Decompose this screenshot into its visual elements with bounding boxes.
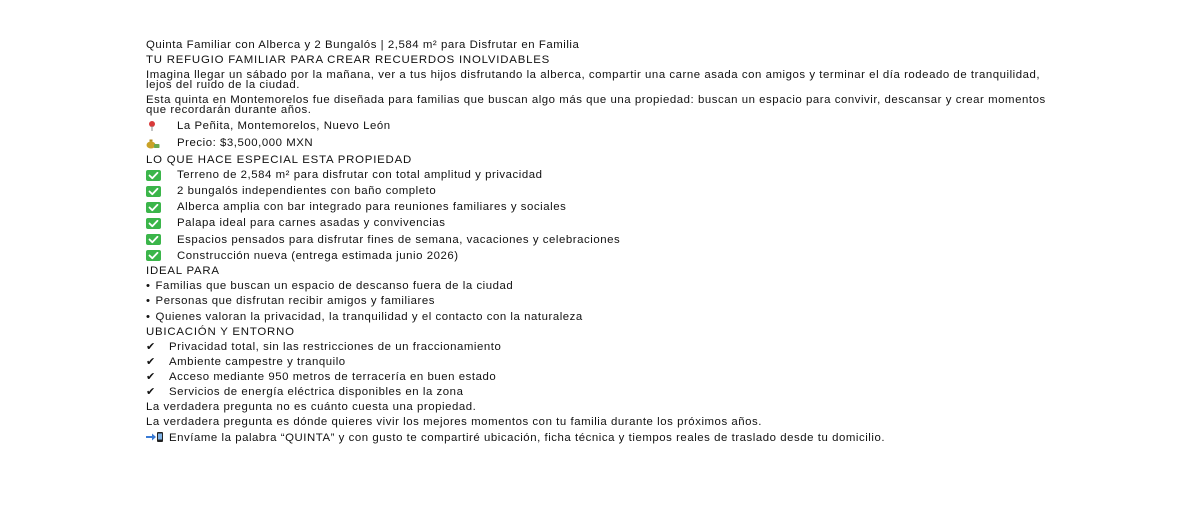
check-box-icon — [146, 250, 162, 261]
feature-item — [146, 234, 1051, 245]
price-row — [146, 137, 1051, 149]
bullet-icon: • — [146, 310, 151, 323]
feature-text: 2 bungalós independientes con baño completo — [177, 185, 437, 198]
feature-text: Construcción nueva (entrega estimada junio 2026) — [177, 249, 459, 262]
check-box-icon — [146, 186, 162, 197]
pin-icon — [146, 120, 162, 132]
feature-item — [146, 170, 1051, 181]
call-to-action-text: Envíame la palabra “QUINTA” y con gusto te compartiré ubicación, ficha técnica y tiempos reales de traslado desde tu domicilio. — [169, 432, 886, 445]
surroundings-text: Ambiente campestre y tranquilo — [169, 355, 346, 368]
listing-subtitle: TU REFUGIO FAMILIAR PARA CREAR RECUERDOS INOLVIDABLES — [146, 54, 551, 67]
bullet-icon: • — [146, 280, 151, 293]
location-row — [146, 120, 1051, 132]
surroundings-item — [146, 387, 1051, 397]
money-bag-icon — [146, 137, 162, 149]
feature-item — [146, 186, 1051, 197]
price-text: Precio: $3,500,000 MXN — [177, 137, 314, 150]
check-mark-icon: ✔ — [146, 385, 156, 398]
intro-paragraph-2: Esta quinta en Montemorelos fue diseñada para familias que buscan algo más que una propiedad: buscan un espacio para convivir, descansar y crear momentos que recordarán durante años. — [146, 94, 1046, 117]
surroundings-item — [146, 342, 1051, 352]
closing-line-2: La verdadera pregunta es dónde quieres vivir los mejores momentos con tu familia durante los próximos años. — [146, 416, 763, 429]
feature-text: Terreno de 2,584 m² para disfrutar con total amplitud y privacidad — [177, 169, 543, 182]
intro-paragraph-1: Imagina llegar un sábado por la mañana, ver a tus hijos disfrutando la alberca, compartir una carne asada con amigos y terminar el día rodeado de tranquilidad, lejos del ruido de la ciudad. — [146, 69, 1041, 92]
ideal-text: Familias que buscan un espacio de descanso fuera de la ciudad — [155, 280, 514, 293]
feature-item — [146, 250, 1051, 261]
location-heading: UBICACIÓN Y ENTORNO — [146, 325, 295, 338]
feature-text: Espacios pensados para disfrutar fines de semana, vacaciones y celebraciones — [177, 233, 621, 246]
ideal-heading: IDEAL PARA — [146, 265, 220, 278]
special-heading: LO QUE HACE ESPECIAL ESTA PROPIEDAD — [146, 153, 413, 166]
check-box-icon — [146, 234, 162, 245]
ideal-text: Quienes valoran la privacidad, la tranquilidad y el contacto con la naturaleza — [155, 310, 583, 323]
check-mark-icon: ✔ — [146, 355, 156, 368]
surroundings-text: Privacidad total, sin las restricciones de un fraccionamiento — [169, 340, 502, 353]
check-mark-icon: ✔ — [146, 370, 156, 383]
check-box-icon — [146, 170, 162, 181]
ideal-item — [146, 296, 1051, 306]
check-mark-icon: ✔ — [146, 340, 156, 353]
feature-item — [146, 218, 1051, 229]
location-text: La Peñita, Montemorelos, Nuevo León — [177, 120, 391, 133]
bullet-icon: • — [146, 295, 151, 308]
ideal-item — [146, 312, 1051, 322]
surroundings-item — [146, 357, 1051, 367]
feature-text: Alberca amplia con bar integrado para reuniones familiares y sociales — [177, 201, 567, 214]
check-box-icon — [146, 218, 162, 229]
feature-item — [146, 202, 1051, 213]
feature-text: Palapa ideal para carnes asadas y convivencias — [177, 217, 446, 230]
listing-title: Quinta Familiar con Alberca y 2 Bungalós | 2,584 m² para Disfrutar en Familia — [146, 39, 580, 51]
phone-arrow-icon — [146, 432, 163, 442]
surroundings-text: Servicios de energía eléctrica disponibles en la zona — [169, 385, 464, 398]
listing-document — [146, 40, 1051, 448]
call-to-action — [146, 432, 1051, 443]
ideal-text: Personas que disfrutan recibir amigos y familiares — [155, 295, 436, 308]
surroundings-text: Acceso mediante 950 metros de terracería en buen estado — [169, 370, 497, 383]
ideal-item — [146, 281, 1051, 291]
check-box-icon — [146, 202, 162, 213]
closing-line-1: La verdadera pregunta no es cuánto cuesta una propiedad. — [146, 401, 477, 414]
surroundings-item — [146, 372, 1051, 382]
